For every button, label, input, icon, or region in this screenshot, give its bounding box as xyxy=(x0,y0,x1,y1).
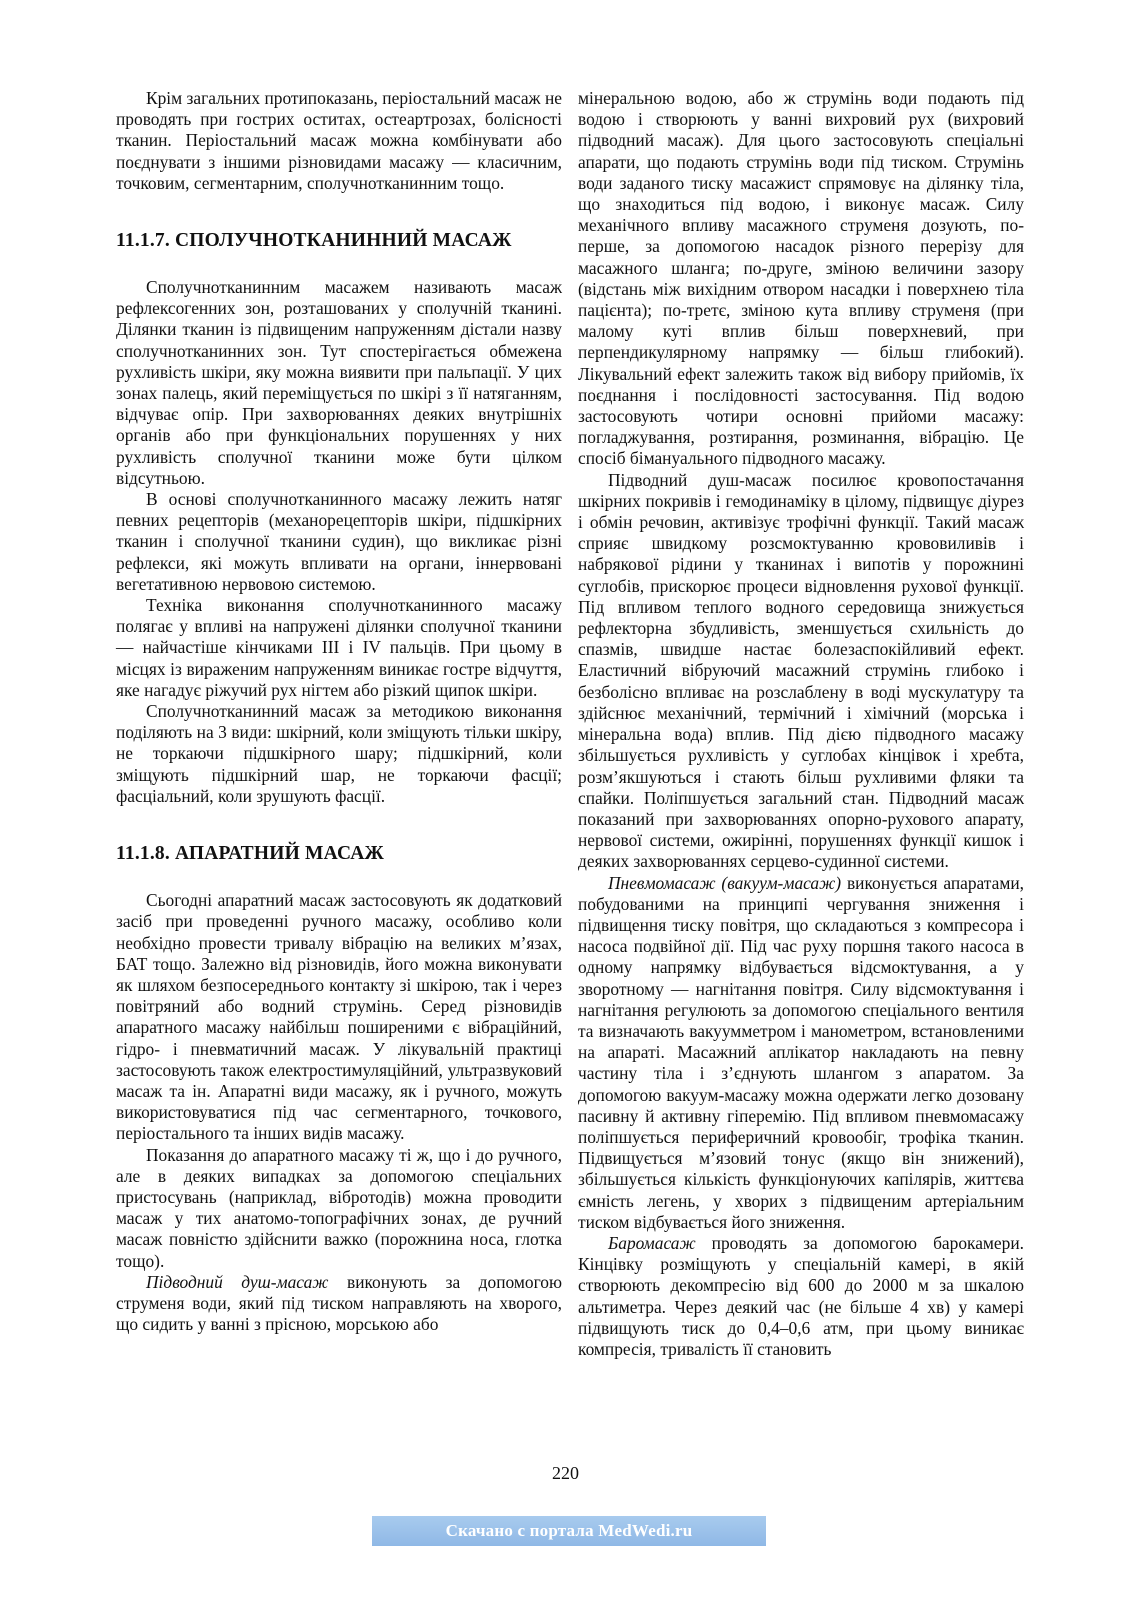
download-source-banner[interactable] xyxy=(372,1516,766,1546)
section-heading: 11.1.7. СПОЛУЧНОТКАНИННИЙ МАСАЖ xyxy=(116,230,512,252)
paragraph xyxy=(116,1272,562,1336)
paragraph: мінеральною водою, або ж струмінь води подають під водою і створюють у ванні вихровий рух (вихровий підводний масаж). Для цього застосовують спеціальні апарати, що подають струмінь води під тиском. Струмінь води заданого тиску масажист спрямовує на ділянку тіла, що знаходиться під водою, і виконує масаж. Силу механічного впливу масажного струменя дозують, по-перше, за допомогою насадок різного перерізу для масажного шланга; по-друге, зміною величини зазору (відстань між вихідним отвором насадки і поверхнею тіла пацієнта); по-третє, зміною кута впливу струменя (при малому куті вплив більш поверхневий, при перпендикулярному напрямку — більш глибокий). Лікувальний ефект залежить також від вибору прийомів, їх поєднання і послідовності застосування. Під водою застосовують чотири основні прийоми масажу: погладжування, розтирання, розминання, вібрацію. Це спосіб бімануального підводного масажу. xyxy=(578,88,1024,469)
paragraph-text: виконують за допомогою струменя води, який під тиском направляють на хворого, що сидить у ванні з прісною, морською або xyxy=(116,1271,562,1335)
paragraph-text: проводять за допомогою барокамери. Кінцівку розміщують у спеціальній камері, в якій створюють декомпресію від 600 до 2000 м за шкалою альтиметра. Через деякий час (не більше 4 хв) у камері підвищують тиск до 0,4–0,6 атм, при цьому виникає компресія, тривалість її становить xyxy=(578,1232,1024,1359)
paragraph: Сполучнотканинний масаж за методикою виконання поділяють на 3 види: шкірний, коли зміщують тільки шкіру, не торкаючи підшкірного шару; підшкірний, коли зміщують підшкірний шар, не торкаючи фасції; фасціальний, коли зрушують фасції. xyxy=(116,701,562,806)
term-emphasis: Баромасаж xyxy=(608,1232,696,1253)
paragraph: Техніка виконання сполучнотканинного масажу полягає у впливі на напружені ділянки сполучної тканини — найчастіше кінчиками III і IV пальців. При цьому в місцях із вираженим напруженням виникає гостре відчуття, яке нагадує ріжучий рух нігтем або різкий щипок шкіри. xyxy=(116,595,562,700)
term-emphasis: Підводний душ-масаж xyxy=(146,1271,329,1292)
paragraph: Показання до апаратного масажу ті ж, що і до ручного, але в деяких випадках за допомогою спеціальних пристосувань (наприклад, вібротодів) можна проводити масаж у тих анатомо-топографічних зонах, де ручний масаж повністю здійснити важко (порожнина носа, глотка тощо). xyxy=(116,1144,562,1271)
left-column xyxy=(116,88,562,1335)
paragraph: В основі сполучнотканинного масажу лежить натяг певних рецепторів (механорецепторів шкіри, підшкірних тканин і сполучної тканини судин), що викликає різні рефлекси, які можуть впливати на органи, іннервовані вегетативною нервовою системою. xyxy=(116,489,562,594)
banner-text: Скачано с портала MedWedi.ru xyxy=(445,1521,693,1540)
paragraph xyxy=(578,1233,1024,1360)
paragraph: Крім загальних протипоказань, періостальний масаж не проводять при гострих оститах, остеартрозах, болісності тканин. Періостальний масаж можна комбінувати або поєднувати з іншими різновидами масажу — класичним, точковим, сегментарним, сполучнотканинним тощо. xyxy=(116,88,562,193)
section-heading: 11.1.8. АПАРАТНИЙ МАСАЖ xyxy=(116,843,385,865)
paragraph-text: виконується апаратами, побудованими на принципі чергування зниження і підвищення тиску повітря, що складаються з компресора і насоса подвійної дії. Під час руху поршня такого насоса в одному напрямку відбувається відсмоктування, а у зворотному — нагнітання повітря. Силу відсмоктування і нагнітання регулюють за допомогою спеціального вентиля та визначають вакуумметром і манометром, встановленими на апараті. Масажний аплікатор накладають на певну частину тіла і з’єднують шлангом з апаратом. За допомогою вакуум-масажу можна одержати легко дозовану пасивну й активну гіперемію. Під впливом пневмомасажу поліпшується периферичний кровообіг, трофіка тканин. Підвищується м’язовий тонус (якщо він знижений), збільшується кількість функціонуючих капілярів, життєва ємність легень, у хворих з підвищеним артеріальним тиском відбувається його зниження. xyxy=(578,872,1024,1232)
paragraph: Підводний душ-масаж посилює кровопостачання шкірних покривів і гемодинаміку в цілому, підвищує діурез і обмін речовин, активізує трофічні функції. Такий масаж сприяє швидкому розсмоктуванню крововиливів і набрякової рідини у тканинах і випотів у порожнині суглобів, прискорює процеси відновлення рухової функції. Під впливом теплого водного середовища знижується рефлекторна збудливість, зменшується схильність до спазмів, швидше настає болезаспокійливий ефект. Еластичний вібруючий масажний струмінь глибоко і безболісно впливає на розслаблену в воді мускулатуру та здійснює механічний, термічний і хімічний (морська і мінеральна вода) вплив. Під дією підводного масажу збільшується рухливість у суглобах кінцівок і хребта, розм’якшуються і стають більш рухливими фляки та спайки. Поліпшується загальний стан. Підводний масаж показаний при захворюваннях опорно-рухового апарату, нервової системи, ожирінні, порушеннях функції кишок і деяких захворюваннях серцево-судинної системи. xyxy=(578,469,1024,872)
term-emphasis: Пневмомасаж (вакуум-масаж) xyxy=(608,872,842,893)
right-column xyxy=(578,88,1024,1360)
paragraph: Сполучнотканинним масажем називають масаж рефлексогенних зон, розташованих у сполучній тканині. Ділянки тканин із підвищеним напруженням дістали назву сполучнотканинних зон. Тут спостерігається обмежена рухливість шкіри, яку можна виявити при пальпації. У цих зонах палець, який переміщується по шкірі з її натяганням, відчуває опір. При захворюваннях деяких внутрішніх органів або при функціональних порушеннях у них рухливість сполучної тканини може бути цілком відсутньою. xyxy=(116,277,562,488)
paragraph: Сьогодні апаратний масаж застосовують як додатковий засіб при проведенні ручного масажу, особливо коли необхідно провести тривалу вібрацію на великих м’язах, БАТ тощо. Залежно від різновидів, його можна виконувати як шляхом безпосереднього контакту зі шкірою, так і через повітряний або водний струмінь. Серед різновидів апаратного масажу найбільш поширеними є вібраційний, гідро- і пневматичний масаж. У лікувальній практиці застосовують також електростимуляційний, ультразвуковий масаж та ін. Апаратні види масажу, як і ручного, можуть використовуватися під час сегментарного, точкового, періостального та інших видів масажу. xyxy=(116,890,562,1144)
page-number: 220 xyxy=(552,1463,579,1483)
paragraph xyxy=(578,873,1024,1233)
